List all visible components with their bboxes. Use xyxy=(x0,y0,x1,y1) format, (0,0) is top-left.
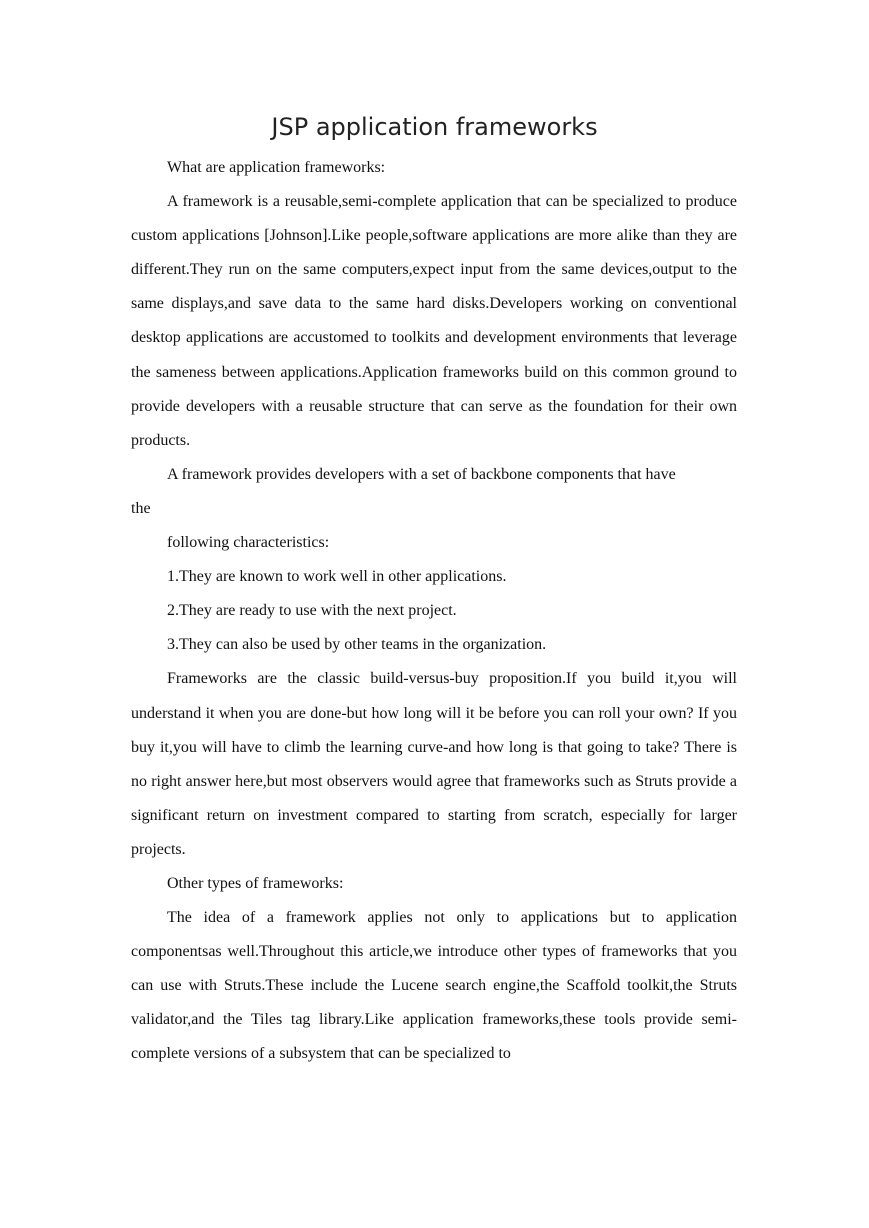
paragraph-build-versus-buy: Frameworks are the classic build-versus-buy proposition.If you build it,you will understand it when you are done-but how long will it be before you can roll your own? If you buy it,you will have to climb the learning curve-and how long is that going to take? There is no right answer here,but most observers would agree that frameworks such as Struts provide a significant return on investment compared to starting from scratch, especially for larger projects. xyxy=(131,670,737,858)
document-body xyxy=(131,151,737,1072)
paragraph-backbone-components: A framework provides developers with a set of backbone components that have the xyxy=(131,465,676,517)
document-title: JSP application frameworks xyxy=(271,113,598,141)
paragraph-heading-other-types: Other types of frameworks: xyxy=(167,874,344,892)
paragraph-following-characteristics: following characteristics: xyxy=(167,534,330,552)
paragraph-heading-what-are-frameworks: What are application frameworks: xyxy=(167,159,386,176)
paragraph-framework-definition: A framework is a reusable,semi-complete application that can be specialized to produce custom applications [Johnson].Like people,software applications are more alike than they are different.They run on the same computers,expect input from the same devices,output to the same displays,and save data to the same hard disks.Developers working on conventional desktop applications are accustomed to toolkits and development environments that leverage the sameness between applications.Application frameworks build on this common ground to provide developers with a reusable structure that can serve as the foundation for their own products. xyxy=(131,193,737,449)
list-item-characteristic-1: 1.They are known to work well in other applications. xyxy=(167,568,507,586)
paragraph-other-frameworks: The idea of a framework applies not only to applications but to application componentsas well.Throughout this article,we introduce other types of frameworks that you can use with Struts.These include the Lucene search engine,the Scaffold toolkit,the Struts validator,and the Tiles tag library.Like application frameworks,these tools provide semi-complete versions of a subsystem that can be specialized to xyxy=(131,909,737,1063)
list-item-characteristic-2: 2.They are ready to use with the next project. xyxy=(167,602,457,620)
list-item-characteristic-3: 3.They can also be used by other teams in the organization. xyxy=(167,636,547,654)
